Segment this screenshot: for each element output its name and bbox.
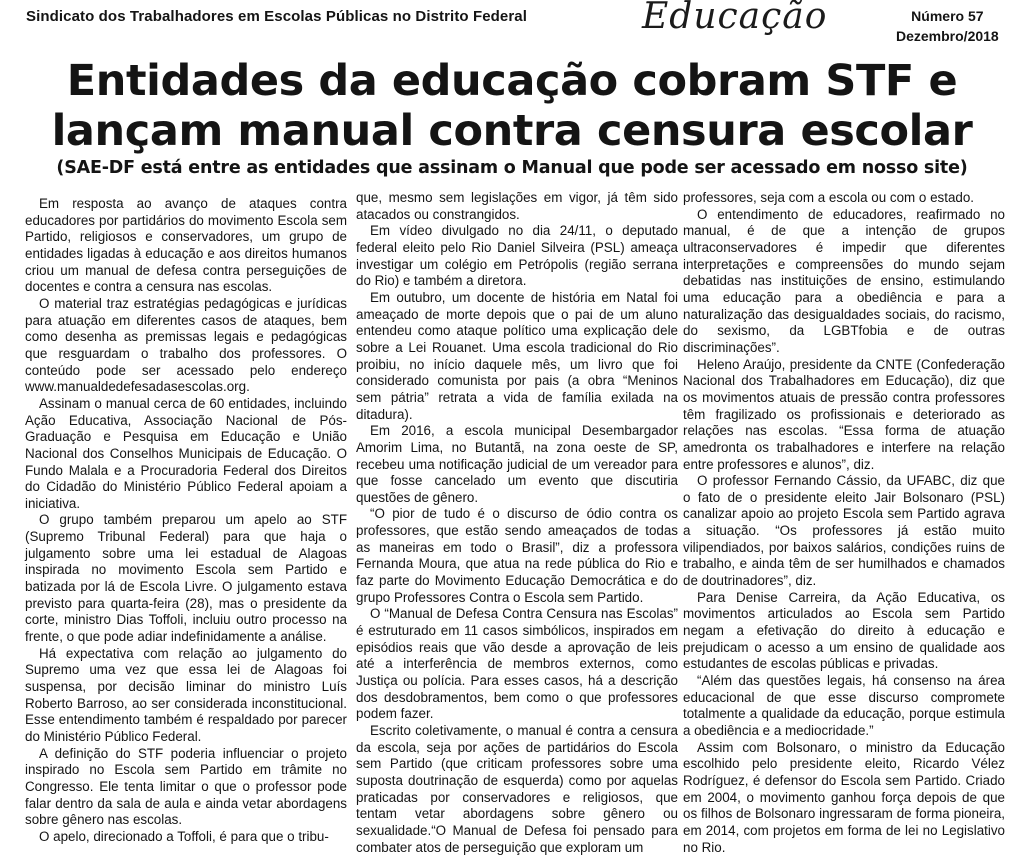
- paragraph: Em 2016, a escola municipal Desembargador Amorim Lima, no Butantã, na zona oeste de SP, recebeu uma notificação judicial de um vereador para que fosse cancelado um evento que discutiria questões de gênero.: [356, 423, 678, 505]
- paragraph: O entendimento de educadores, reafirmado no manual, é de que a intenção de grupos ultraconservadores é impedir que diferentes interpretações e compreensões do mundo sejam debatidas nas instituições de ensino, estimulando uma educação para a obediência e para a naturalização das desigualdades sociais, do racismo, do sexismo, da LGBTfobia e de outras discriminações”.: [683, 206, 1005, 355]
- paragraph: Em vídeo divulgado no dia 24/11, o deputado federal eleito pelo Rio Daniel Silveira (PSL) ameaça investigar um colégio em Petrópolis (região serrana do Rio) e também a diretora.: [356, 223, 678, 289]
- section-title: Educação: [642, 0, 828, 37]
- paragraph: O professor Fernando Cássio, da UFABC, diz que o fato de o presidente eleito Jair Bolsonaro (PSL) canalizar apoio ao projeto Escola sem Partido agrava a situação. “Os professores já estão muito vilipendiados, por baixos salários, condições ruins de trabalho, e ainda têm de ser humilhados e chamados de doutrinadores”, diz.: [683, 473, 1005, 589]
- issue-number: Número 57: [911, 8, 984, 24]
- paragraph: O apelo, direcionado a Toffoli, é para que o tribu-: [39, 828, 329, 844]
- paragraph: Assinam o manual cerca de 60 entidades, incluindo Ação Educativa, Associação Nacional de Pós-Graduação e Pesquisa em Educação e União Nacional dos Conselhos Municipais de Educação. O Fundo Malala e a Procuradoria Federal dos Direitos do Cidadão do Ministério Público Federal apoiam a iniciativa.: [25, 395, 347, 511]
- headline-line-1: Entidades da educação cobram STF e: [66, 56, 958, 106]
- paragraph: Heleno Araújo, presidente da CNTE (Confederação Nacional dos Trabalhadores em Educação), diz que os movimentos atuais de pressão contra professores têm fragilizado os profissionais e deteriorado as relações nas escolas. “Essa forma de atuação amedronta os trabalhadores e interfere na relação entre professores e alunos”, diz.: [683, 356, 1005, 472]
- article-column-2: [356, 190, 678, 856]
- paragraph: “Além das questões legais, há consenso na área educacional de que esse discurso compromete totalmente a qualidade da educação, porque estimula a obediência e a mediocridade.”: [683, 673, 1005, 738]
- paragraph: Para Denise Carreira, da Ação Educativa, os movimentos articulados ao Escola sem Partido negam a efetivação do direito à educação e prejudicam o acesso a um ensino de qualidade aos estudantes de escolas públicas e privadas.: [683, 589, 1005, 672]
- paragraph: Assim com Bolsonaro, o ministro da Educação escolhido pelo presidente eleito, Ricardo Vélez Rodríguez, é defensor do Escola sem Partido. Criado em 2004, o movimento ganhou força depois de que os filhos de Bolsonaro ingressaram de forma pioneira, em 2014, com projetos em forma de lei no Legislativo no Rio.: [683, 739, 1005, 855]
- paragraph: Em resposta ao avanço de ataques contra educadores por partidários do movimento Escola sem Partido, religiosos e conservadores, um grupo de entidades ligadas à educação e aos direitos humanos criou um manual de defesa contra perseguições de docentes e contra a censura nas escolas.: [25, 196, 347, 295]
- article-column-3: [683, 190, 1005, 856]
- paragraph: A definição do STF poderia influenciar o projeto inspirado no Escola sem Partido em trâmite no Congresso. Ele tenta limitar o que o professor pode falar dentro da sala de aula e ainda vetar abordagens sobre gênero nas escolas.: [25, 745, 347, 828]
- headline: [0, 56, 1024, 156]
- paragraph: O material traz estratégias pedagógicas e jurídicas para atuação em diferentes casos de ataques, bem como desenha as premissas legais e pedagógicas que resguardam o trabalho dos professores. O conteúdo pode ser acessado pelo endereço www.manualdedefesadasescolas.org.: [25, 295, 347, 395]
- paragraph: O grupo também preparou um apelo ao STF (Supremo Tribunal Federal) para que haja o julgamento sobre uma lei estadual de Alagoas inspirada no movimento Escola sem Partido e batizada por lá de Escola Livre. O julgamento estava previsto para quarta-feira (28), mas o presidente da corte, ministro Dias Toffoli, incluiu outro processo na frente, o que pode adiar indefinidamente a análise.: [25, 512, 347, 645]
- paragraph: Em outubro, um docente de história em Natal foi ameaçado de morte depois que o pai de um aluno entendeu como ataque político uma explicação dele sobre a Lei Rouanet. Uma escola tradicional do Rio proibiu, no início daquele mês, um livro que foi considerado comunista por pais (a obra “Meninos sem pátria” retrata a vida de família exilada na ditadura).: [356, 289, 678, 422]
- issue-info: [896, 6, 999, 46]
- union-name: Sindicato dos Trabalhadores em Escolas Públicas no Distrito Federal: [26, 8, 528, 25]
- paragraph: Escrito coletivamente, o manual é contra a censura da escola, seja por ações de partidários do Escola sem Partido (que criticam professores sobre uma suposta doutrinação de esquerda) como por aquelas praticadas por conservadores e religiosos, que tentam vetar abordagens sobre gênero ou sexualidade.“O Manual de Defesa foi pensado para combater atos de perseguição que exploram um: [356, 723, 678, 855]
- issue-date: Dezembro/2018: [896, 28, 999, 44]
- paragraph: professores, seja com a escola ou com o estado.: [683, 190, 975, 205]
- article-column-1: [25, 196, 347, 846]
- paragraph: “O pior de tudo é o discurso de ódio contra os professores, que estão sendo ameaçados de todas as maneiras em todo o Brasil”, diz a professora Fernanda Moura, que atua na rede pública do Rio e faz parte do Movimento Educação Democrática e do grupo Professores Contra o Escola sem Partido.: [356, 506, 678, 605]
- paragraph: que, mesmo sem legislações em vigor, já têm sido atacados ou constrangidos.: [356, 190, 678, 222]
- paragraph: O “Manual de Defesa Contra Censura nas Escolas” é estruturado em 11 casos simbólicos, inspirados em episódios reais que vão desde a aprovação de leis até a interferência de membros externos, como Justiça ou polícia. Para esses casos, há a descrição dos desdobramentos, bem como o que professores podem fazer.: [356, 606, 678, 722]
- subheadline: (SAE-DF está entre as entidades que assinam o Manual que pode ser acessado em nosso site): [56, 158, 968, 178]
- headline-line-2: lançam manual contra censura escolar: [51, 106, 973, 156]
- paragraph: Há expectativa com relação ao julgamento do Supremo uma vez que essa lei de Alagoas foi suspensa, por decisão liminar do ministro Luís Roberto Barroso, ao ser considerada inconstitucional. Esse entendimento também é respaldado por parecer do Ministério Público Federal.: [25, 645, 347, 744]
- masthead: [22, 0, 1002, 50]
